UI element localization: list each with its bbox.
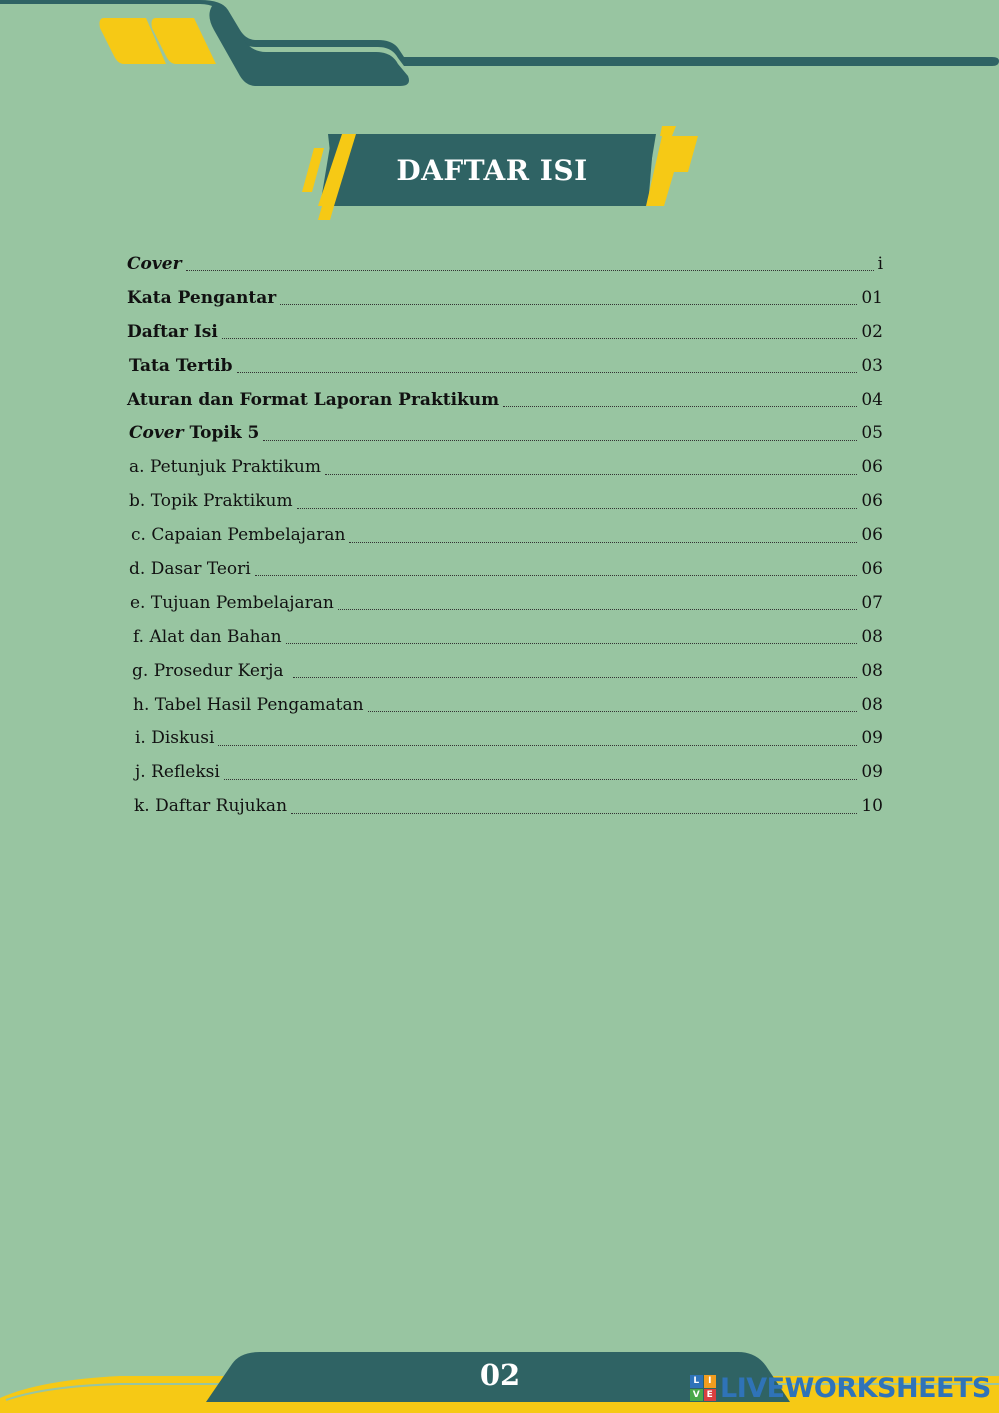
logo-letter-l: L	[690, 1375, 703, 1388]
toc-entry-text: k. Daftar Rujukan	[134, 796, 288, 817]
toc-entry-text: j. Refleksi	[135, 762, 220, 783]
toc-entry-italic: Cover	[127, 254, 182, 274]
toc-dot-leader	[503, 406, 857, 407]
toc-entry-label	[129, 350, 233, 384]
toc-dot-leader	[291, 813, 857, 814]
toc-entry	[127, 350, 883, 384]
toc-entry-text: Topik 5	[183, 423, 260, 444]
toc-entry-text: a. Petunjuk Praktikum	[129, 457, 321, 478]
toc-entry-label	[130, 587, 334, 621]
toc-entry-label	[133, 689, 364, 723]
toc-dot-leader	[325, 474, 857, 475]
toc-entry-text: Tata Tertib	[129, 355, 233, 376]
liveworksheets-icon	[690, 1375, 716, 1401]
toc-dot-leader	[286, 643, 858, 644]
toc-entry-label	[129, 417, 259, 451]
toc-dot-leader	[218, 745, 857, 746]
toc-entry-text: c. Capaian Pembelajaran	[131, 525, 346, 546]
toc-page-number: 10	[861, 796, 883, 817]
toc-entry	[127, 417, 883, 451]
toc-entry	[127, 689, 883, 723]
toc-entry-text: d. Dasar Teori	[129, 559, 251, 580]
toc-dot-leader	[349, 542, 857, 543]
toc-page-number: 08	[861, 660, 883, 681]
toc-dot-leader	[263, 440, 857, 441]
toc-entry	[127, 485, 883, 519]
toc-page-number: 07	[861, 592, 883, 613]
toc-page-number: 08	[861, 626, 883, 647]
toc-page-number: 01	[861, 287, 883, 308]
toc-entry-text: Kata Pengantar	[127, 287, 277, 308]
toc-entry	[127, 756, 883, 790]
toc-page-number: 02	[861, 321, 883, 342]
toc-entry-label	[127, 316, 218, 350]
toc-entry-label	[127, 384, 499, 418]
toc-entry-label	[127, 248, 182, 282]
logo-letter-e: E	[704, 1389, 717, 1402]
page-number: 02	[479, 1358, 521, 1392]
toc-entry-label	[127, 282, 276, 316]
top-decoration	[0, 0, 999, 100]
logo-letter-i: I	[704, 1375, 717, 1388]
toc-entry-label	[129, 485, 293, 519]
toc-page-number: 09	[861, 728, 883, 749]
toc-page-number: 04	[861, 389, 883, 410]
toc-entry	[127, 722, 883, 756]
toc-dot-leader	[338, 609, 858, 610]
toc-entry	[127, 282, 883, 316]
liveworksheets-logo	[690, 1372, 991, 1404]
liveworksheets-wordmark: LIVEWORKSHEETS	[720, 1372, 991, 1404]
logo-letter-v: V	[690, 1389, 703, 1402]
toc-entry-text: f. Alat dan Bahan	[133, 626, 282, 647]
toc-page-number: 05	[861, 423, 883, 444]
toc-dot-leader	[293, 677, 857, 678]
toc-entry-label	[134, 790, 287, 824]
toc-page-number: 06	[861, 525, 883, 546]
table-of-contents	[127, 248, 883, 824]
toc-entry	[127, 655, 883, 689]
toc-entry-text: h. Tabel Hasil Pengamatan	[133, 694, 364, 715]
toc-entry-text: Daftar Isi	[127, 321, 218, 342]
toc-dot-leader	[280, 304, 857, 305]
toc-entry	[127, 553, 883, 587]
toc-entry	[127, 519, 883, 553]
toc-page-number: i	[877, 254, 883, 274]
toc-entry-text: e. Tujuan Pembelajaran	[130, 592, 334, 613]
toc-entry-label	[131, 519, 345, 553]
toc-page-number: 08	[861, 694, 883, 715]
toc-page-number: 03	[861, 355, 883, 376]
toc-page-number: 06	[861, 559, 883, 580]
toc-dot-leader	[368, 711, 858, 712]
toc-entry	[127, 248, 883, 282]
toc-page-number: 06	[861, 491, 883, 512]
toc-dot-leader	[222, 338, 858, 339]
toc-entry	[127, 451, 883, 485]
toc-entry-label	[129, 451, 321, 485]
toc-entry-italic: Cover	[129, 423, 184, 444]
toc-dot-leader	[224, 779, 858, 780]
toc-dot-leader	[237, 372, 858, 373]
toc-page-number: 09	[861, 762, 883, 783]
page-title: DAFTAR ISI	[396, 153, 588, 187]
toc-entry-text: Aturan dan Format Laporan Praktikum	[127, 389, 500, 410]
toc-entry-label	[135, 722, 214, 756]
toc-entry-label	[135, 756, 220, 790]
toc-page-number: 06	[861, 457, 883, 478]
toc-entry-text: i. Diskusi	[135, 728, 215, 749]
toc-entry-text: b. Topik Praktikum	[129, 491, 293, 512]
toc-dot-leader	[186, 270, 874, 271]
toc-entry	[127, 384, 883, 418]
toc-entry-label	[129, 553, 251, 587]
toc-entry-text: g. Prosedur Kerja	[132, 660, 289, 681]
toc-dot-leader	[255, 575, 858, 576]
toc-entry	[127, 587, 883, 621]
toc-entry	[127, 621, 883, 655]
toc-entry-label	[132, 655, 289, 689]
toc-entry	[127, 790, 883, 824]
toc-dot-leader	[297, 508, 858, 509]
toc-entry	[127, 316, 883, 350]
toc-entry-label	[133, 621, 282, 655]
